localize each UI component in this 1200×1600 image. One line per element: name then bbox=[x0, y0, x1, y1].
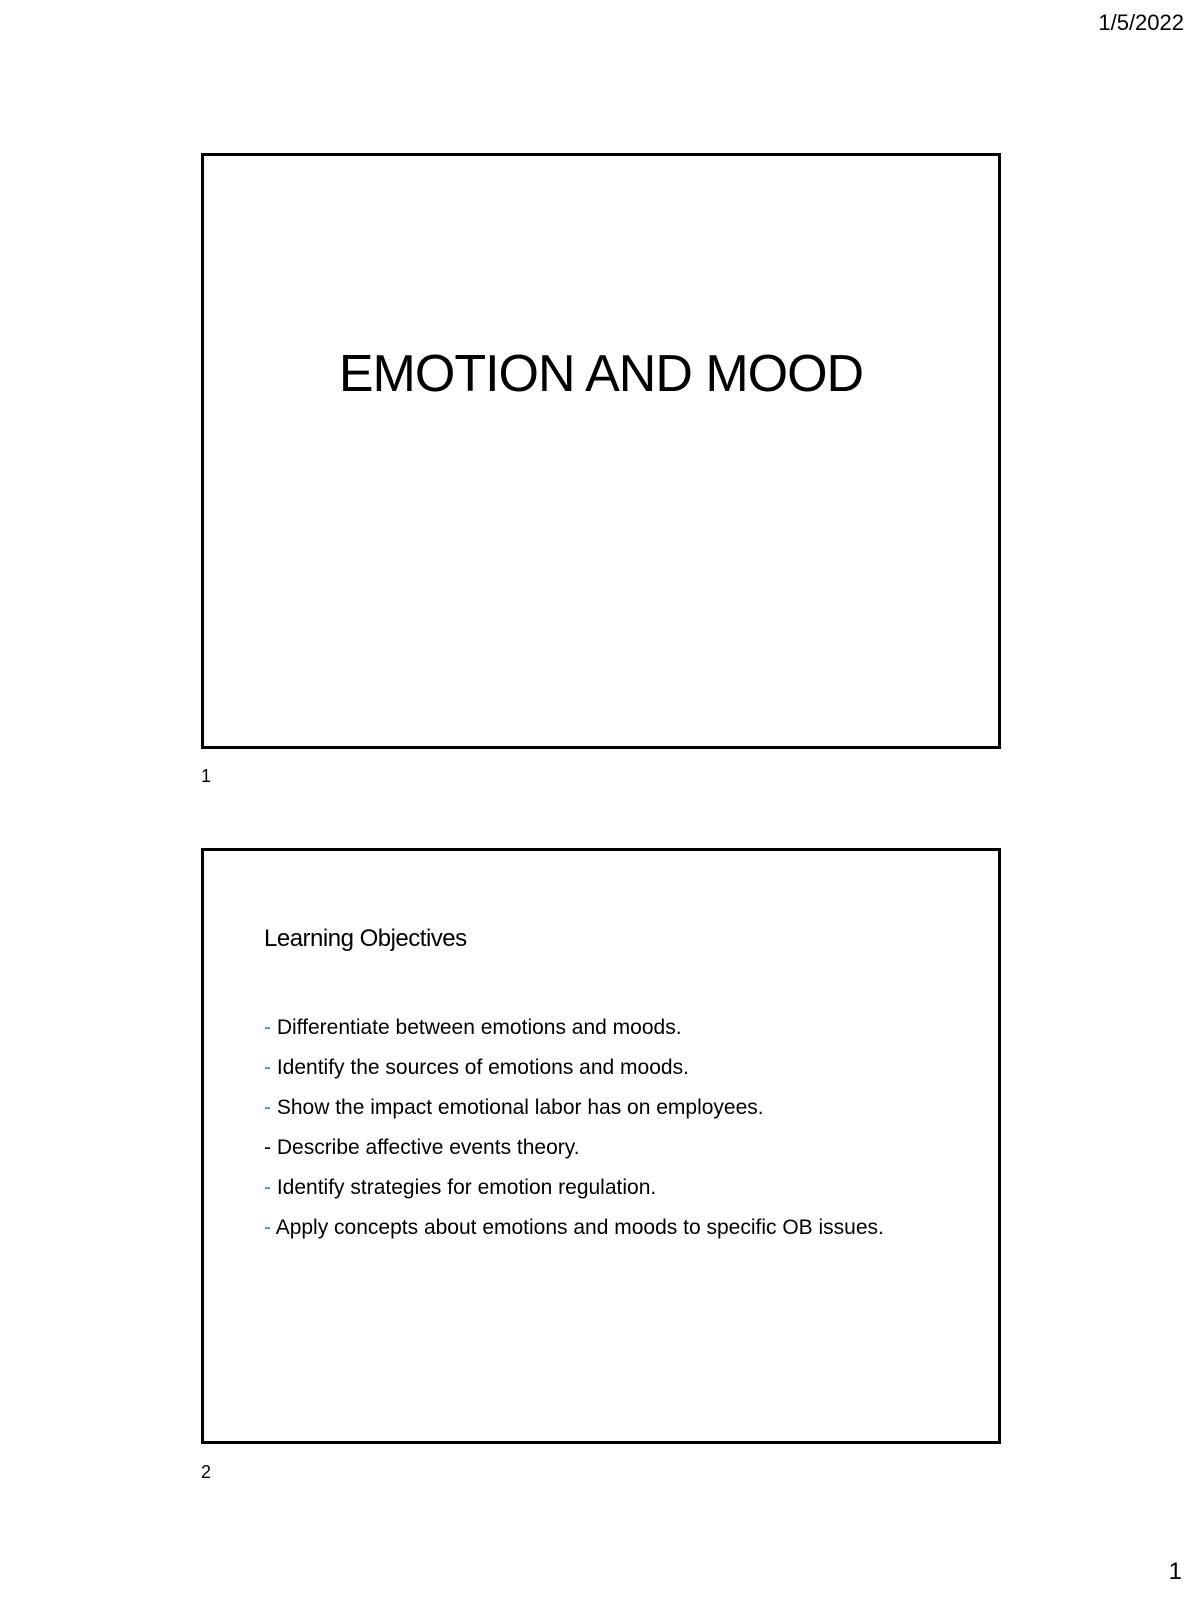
objective-item bbox=[264, 1053, 914, 1083]
page-date: 1/5/2022 bbox=[1098, 10, 1184, 35]
objective-item bbox=[264, 1093, 914, 1123]
bullet-dash: - bbox=[264, 1136, 271, 1159]
objective-item bbox=[264, 1133, 914, 1163]
bullet-dash: - bbox=[264, 1056, 271, 1079]
objectives-list bbox=[264, 1013, 914, 1253]
objective-text: Apply concepts about emotions and moods to specific OB issues. bbox=[275, 1216, 884, 1239]
bullet-dash: - bbox=[264, 1176, 271, 1199]
objective-text: Identify strategies for emotion regulation. bbox=[276, 1176, 657, 1199]
objective-text: Describe affective events theory. bbox=[276, 1136, 580, 1159]
learning-objectives-heading: Learning Objectives bbox=[264, 925, 467, 952]
objective-item bbox=[264, 1013, 914, 1043]
objective-item bbox=[264, 1213, 914, 1243]
objective-item bbox=[264, 1173, 914, 1203]
bullet-dash: - bbox=[264, 1096, 271, 1119]
slide-2 bbox=[201, 848, 1001, 1444]
page-number: 1 bbox=[1168, 1558, 1182, 1585]
slide-index-2: 2 bbox=[201, 1462, 212, 1482]
slide-1 bbox=[201, 153, 1001, 749]
bullet-dash: - bbox=[264, 1016, 271, 1039]
slide-index-1: 1 bbox=[201, 766, 212, 786]
objective-text: Identify the sources of emotions and moods. bbox=[276, 1056, 689, 1079]
slide-title: EMOTION AND MOOD bbox=[338, 345, 864, 403]
bullet-dash: - bbox=[264, 1216, 271, 1239]
objective-text: Differentiate between emotions and moods. bbox=[276, 1016, 682, 1039]
objective-text: Show the impact emotional labor has on employees. bbox=[276, 1096, 764, 1119]
